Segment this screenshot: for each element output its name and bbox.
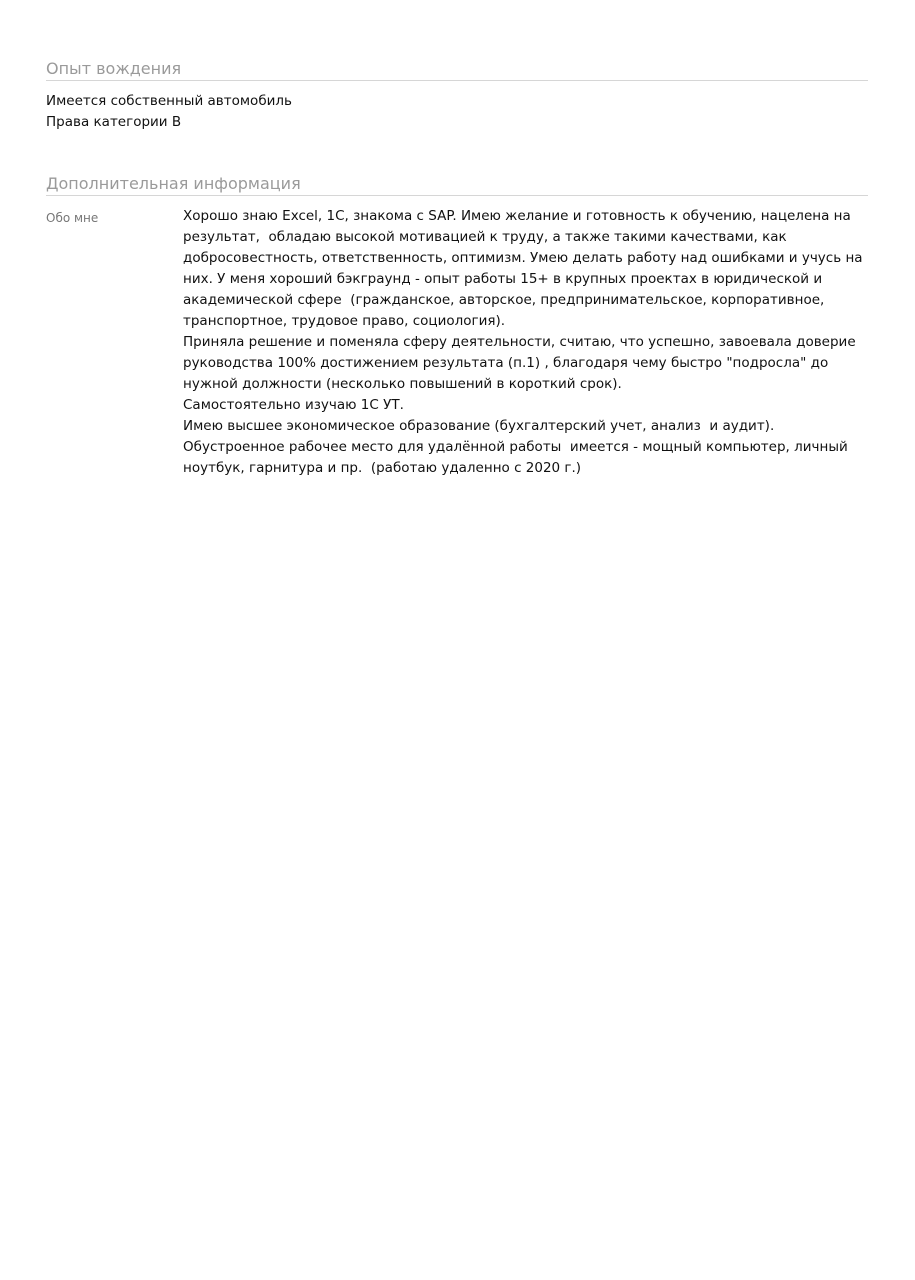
about-paragraph: Имею высшее экономическое образование (бухгалтерский учет, анализ и аудит).	[183, 418, 775, 434]
about-paragraph: Обустроенное рабочее место для удалённой работы имеется - мощный компьютер, личный ноутбук, гарнитура и пр. (работаю удаленно с 2020 г.)	[183, 439, 853, 476]
about-paragraph: Хорошо знаю Excel, 1С, знакома с SAP. Имею желание и готовность к обучению, нацелена на результат, обладаю высокой мотивацией к труду, а также такими качествами, как добросовестность, ответственность, оптимизм. Умею делать работу над ошибками и учусь на них. У меня хороший бэкграунд - опыт работы 15+ в крупных проектах в юридической и академической сфере (гражданское, авторское, предпринимательское, корпоративное, транспортное, трудовое право, социология).	[183, 208, 867, 329]
additional-info-heading: Дополнительная информация	[46, 174, 868, 196]
about-paragraph: Самостоятельно изучаю 1С УТ.	[183, 397, 404, 413]
driving-experience-heading: Опыт вождения	[46, 59, 868, 81]
driving-license-category: Права категории B	[46, 114, 182, 130]
driving-own-car: Имеется собственный автомобиль	[46, 93, 293, 109]
about-me-label: Обо мне	[46, 211, 99, 225]
about-me-text	[183, 206, 873, 479]
about-paragraph: Приняла решение и поменяла сферу деятельности, считаю, что успешно, завоевала доверие руководства 100% достижением результата (п.1) , благодаря чему быстро "подросла" до нужной должности (несколько повышений в короткий срок).	[183, 334, 860, 392]
